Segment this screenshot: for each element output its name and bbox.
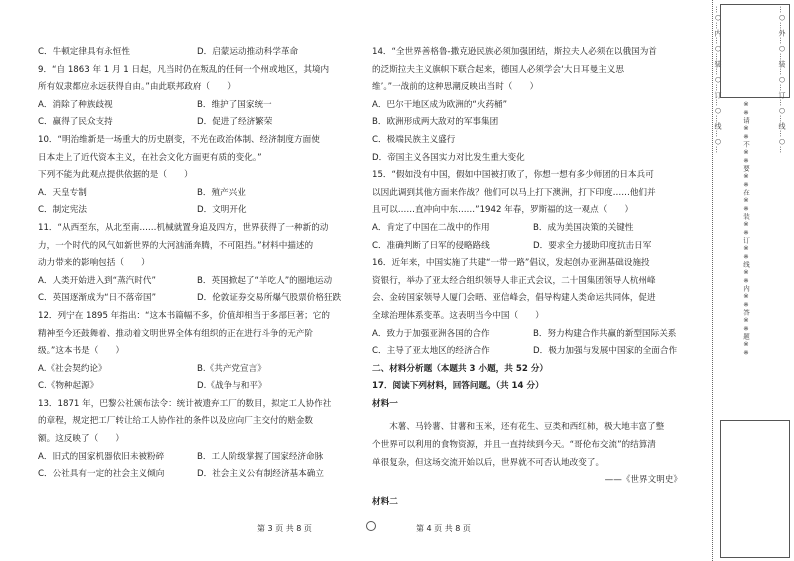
q13-stem-line: 的章程，规定把工厂转让给工人协作社的条件以及应向厂主交付的赔金数 [38, 416, 314, 427]
q16-option-b[interactable]: B．努力构建合作共赢的新型国际关系 [533, 328, 677, 339]
question-12 [38, 308, 356, 396]
q8-option-c[interactable]: C．牛顿定律具有永恒性 [38, 47, 130, 57]
q13-option-a[interactable]: A．旧式的国家机器依旧未被粉碎 [38, 451, 165, 462]
q12-stem-line: 级。”这本书是（ ） [38, 346, 125, 357]
q11-option-a[interactable]: A．人类开始进入到“蒸汽时代” [38, 275, 156, 286]
question-11 [38, 220, 356, 308]
q14-option-c[interactable]: C．极端民族主义盛行 [372, 134, 456, 145]
q16-option-d[interactable]: D．极力加强与发展中国家的全面合作 [533, 346, 678, 357]
q10-stem-line: 下列不能为此观点提供依据的是（ ） [38, 170, 193, 181]
q8-option-d[interactable]: D．启蒙运动推动科学革命 [197, 47, 299, 57]
q16-stem-line: 16．近年来，中国实施了共建“一带一路”倡议，发起创办亚洲基础设施投 [372, 258, 650, 269]
q9-option-a[interactable]: A．消除了种族歧视 [38, 99, 113, 110]
q14-stem-line: 14．“全世界善格鲁-撒克逊民族必须加强团结，斯拉夫人必须在以俄国为首 [372, 47, 657, 57]
q12-option-c[interactable]: C.《物种起源》 [38, 381, 99, 392]
question-10 [38, 132, 356, 220]
q12-option-d[interactable]: D.《战争与和平》 [197, 381, 267, 392]
q11-stem-line: 力，一个时代的风气如新世界的大河汹涌奔腾，不可阻挡。”材料中描述的 [38, 240, 314, 251]
q11-stem-line: 动力带来的影响包括（ ） [38, 258, 150, 269]
q13-option-c[interactable]: C．公社具有一定的社会主义倾向 [38, 469, 165, 480]
q14-option-a[interactable]: A．巴尔干地区成为欧洲的“火药桶” [372, 99, 508, 110]
q11-option-c[interactable]: C．英国逐渐成为“日不落帝国” [38, 293, 157, 304]
q15-option-d[interactable]: D．要求全力援助印度抗击日军 [533, 240, 652, 251]
q11-option-d[interactable]: D．伦敦证券交易所爆气股票价格狂跌 [197, 293, 342, 304]
q12-stem-line: 精神至今还鼓舞着、推动着文明世界全体有组织的正在进行斗争的无产阶 [38, 328, 314, 339]
material-1-source: ——《世界文明史》 [604, 475, 682, 486]
inner-binding-text: …○…内…○…装…○…订…○…线…○… [714, 6, 722, 154]
center-circle-icon [366, 521, 376, 531]
q10-option-a[interactable]: A．天皇专制 [38, 187, 87, 198]
q15-option-a[interactable]: A．肯定了中国在二战中的作用 [372, 222, 490, 233]
question-16 [372, 255, 694, 361]
q13-stem-line: 13．1871 年，巴黎公社颁布法令：统计被遗弃工厂的数目，拟定工人协作社 [38, 398, 332, 409]
question-15 [372, 167, 694, 255]
material-1-label: 材料一 [372, 398, 398, 409]
left-page-number: 第 3 页 共 8 页 [257, 524, 312, 533]
material-1-line: 单很复杂，但这场交流开始以后，世界就不可否认地改变了。 [372, 457, 605, 468]
q15-stem-line: 且可以……直冲向中东……”1942 年春，罗斯福的这一观点（ ） [372, 205, 634, 216]
right-page-number: 第 4 页 共 8 页 [416, 524, 471, 533]
q11-stem-line: 11．“从西至东，从北至南……机械就置身追及四方，世界获得了一种新的动 [38, 222, 329, 233]
q14-stem-line: 的泛斯拉夫主义旗帜下联合起来，德国人必须学会‘大日耳曼主义思 [372, 64, 624, 75]
q15-stem-line: 以因此调到其他方面来作战？他们可以马上打下澳洲，打下印度……他们并 [372, 187, 656, 198]
material-1-line: 个世界可以利用的食物资源，并且一直持续到今天。“哥伦布交流”的结算清 [372, 440, 656, 451]
question-13 [38, 396, 356, 484]
q9-option-b[interactable]: B．维护了国家统一 [197, 99, 272, 110]
q13-stem-line: 额。这反映了（ ） [38, 434, 124, 445]
q9-stem-line: 9．“自 1863 年 1 月 1 日起，凡当时仍在叛乱的任何一个州或地区，其境内 [38, 64, 330, 75]
q16-option-c[interactable]: C．主导了亚太地区的经济合作 [372, 346, 490, 357]
q16-stem-line: 全球治理体系变革。这表明当今中国（ ） [372, 310, 544, 321]
q8-options-cd [38, 44, 356, 62]
left-column [38, 44, 356, 484]
q15-option-c[interactable]: C．准确判断了日军的侵略路线 [372, 240, 490, 251]
q14-stem-line: 维’。”一战前的这种思潮反映出当时（ ） [372, 82, 539, 93]
q16-stem-line: 资银行，举办了亚太经合组织领导人非正式会议，二十国集团领导人杭州峰 [372, 275, 656, 286]
q10-stem-line: 10．“明治维新是一场重大的历史剧变，不光在政治体制、经济制度方面使 [38, 134, 320, 145]
q10-option-d[interactable]: D．文明开化 [197, 205, 247, 216]
q10-stem-line: 日本走上了近代资本主义，在社会文化方面更有质的变化。” [38, 152, 262, 163]
q12-option-a[interactable]: A.《社会契约论》 [38, 363, 107, 374]
question-9 [38, 62, 356, 132]
q12-option-b[interactable]: B.《共产党宣言》 [197, 363, 266, 374]
binding-warning: ※※请※※不※※要※※在※※装※※订※※线※※内※※答※※题※※ [742, 100, 750, 357]
q14-option-d[interactable]: D．帝国主义各国实力对比发生重大变化 [372, 152, 525, 163]
q9-option-c[interactable]: C．赢得了民众支持 [38, 117, 113, 128]
q9-stem-line: 所有奴隶都应永远获得自由。”由此联邦政府（ ） [38, 82, 236, 93]
q12-stem-line: 12．列宁在 1895 年指出：“这本书篇幅不多，价值却相当于多部巨著；它的 [38, 310, 330, 321]
right-column [372, 44, 694, 511]
q13-option-b[interactable]: B．工人阶级掌握了国家经济命脉 [197, 451, 324, 462]
question-14 [372, 44, 694, 167]
q10-option-b[interactable]: B．殖产兴业 [197, 187, 246, 198]
q9-option-d[interactable]: D．促进了经济繁荣 [197, 117, 273, 128]
material-2-label: 材料二 [372, 496, 398, 507]
outer-binding-text: …○…外…○…装…○…订…○…线…○… [778, 6, 786, 154]
section-title: 二、材料分析题（本题共 3 小题，共 52 分） [372, 363, 549, 374]
material-1-line: 木薯、马铃薯、甘薯和玉米，还有花生、豆类和西红柿，极大地丰富了整 [389, 422, 665, 433]
q15-stem-line: 15．“假如没有中国，假如中国被打败了，你想一想有多少师团的日本兵可 [372, 170, 654, 181]
q14-option-b[interactable]: B．欧洲形成两大敌对的军事集团 [372, 117, 499, 128]
q11-option-b[interactable]: B．英国掀起了“羊吃人”的圈地运动 [197, 275, 333, 286]
q10-option-c[interactable]: C．制定宪法 [38, 205, 87, 216]
q16-stem-line: 会、金砖国家领导人厦门会晤、亚信峰会，倡导构建人类命运共同体，促进 [372, 293, 656, 304]
q13-option-d[interactable]: D．社会主义公有制经济基本确立 [197, 469, 324, 480]
q15-option-b[interactable]: B．成为美国决策的关键性 [533, 222, 634, 233]
q17-title: 17．阅读下列材料，回答问题。（共 14 分） [372, 381, 544, 392]
q16-option-a[interactable]: A．致力于加强亚洲各国的合作 [372, 328, 490, 339]
